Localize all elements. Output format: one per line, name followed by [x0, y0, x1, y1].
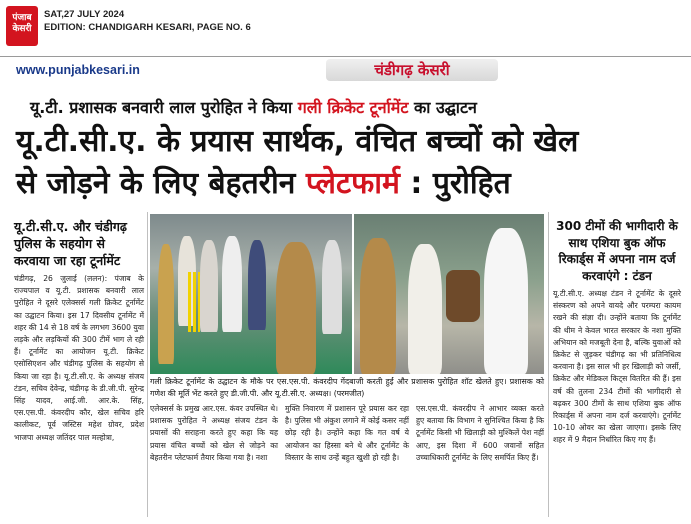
photo-figure: [200, 240, 218, 332]
right-subhead: 300 टीमों की भागीदारी के साथ एशिया बुक ऑफ रिकार्ड्स में अपना नाम दर्ज करवाएंगे : टंडन: [556, 219, 678, 283]
photo-figure: [222, 236, 242, 332]
ganesh-idol-presentation-photo: [354, 214, 544, 374]
left-body-text: चंडीगढ़, 26 जुलाई (ललन): पंजाब के राज्यपाल व यू.टी. प्रशासक बनवारी लाल पुरोहित ने दूसरे एलेक्सर्स गली क्रिकेट टूर्नामेंट का उद्घाटन किया। इस 17 दिवसीय टूर्नामेंट में शहर की 14 से 18 वर्ष के लगभग 3600 युवा लड़के और लड़कियों की 300 टीमें भाग ले रही हैं। टूर्नामेंट का आयोजन यू.टी. क्रिकेट एसोसिएशन और चंडीगढ़ पुलिस के सहयोग से किया जा रहा है। यू.टी.सी.ए. के अध्यक्ष संजय टंडन, सचिव देवेन्द्र, चंडीगढ़ के डी.जी.पी. सुरेन्द्र सिंह यादव, आई.जी. आर.के. सिंह, एस.एस.पी. कंवरदीप कौर, खेल सचिव हरि कालीकट, पूर्व जस्टिस महेश ग्रोवर, प्रदेश भाजपा अध्यक्ष जतिंदर पाल मल्होत्रा,: [14, 274, 144, 442]
ganesh-idol: [446, 270, 480, 322]
headline-line-2-prefix: से जोड़ने के लिए बेहतरीन: [16, 166, 296, 201]
photo-figure: [158, 244, 174, 364]
headline-highlight: प्लेटफार्म: [305, 166, 400, 201]
headline-line-1: यू.टी.सी.ए. के प्रयास सार्थक, वंचित बच्चों को खेल: [16, 124, 579, 159]
photo-figure: [360, 238, 396, 374]
right-body-text: यू.टी.सी.ए. अध्यक्ष टंडन ने टूर्नामेंट के दूसरे संस्करण को अपने वायदे और परम्परा कायम रखने की संज्ञा दी। उन्होंने बताया कि टूर्नामेंट की थीम ने केवल भारत सरकार के नशा मुक्ति अभियान को मजबूती देना है, बल्कि युवाओं को क्रिकेट से जुड़कर चंडीगढ़ का भी प्रतिनिधित्व करवाना है। इस साल भी हर खिलाड़ी को जर्सी, क्रिकेट और मेडिकल किट्स वितरित की हैं। इस वर्ष की तुलना 234 टीमों की भागीदारी से बढ़कर 300 टीमों के साथ एशिया बुक ऑफ रिकार्ड्स में अपना नाम दर्ज करवाएंगे। टूर्नामेंट 10-10 ओवर का खेला जाएगा। इसके लिए शहर में 9 मैदान निर्धारित किए गए हैं।: [553, 289, 681, 445]
logo-text: पंजाब केसरी: [12, 13, 32, 34]
header-divider: [0, 56, 691, 57]
middle-column-1: एलेक्सर्स के प्रमुख आर.एस. कंवर उपस्थित थे। प्रशासक पुरोहित ने अध्यक्ष संजय टंडन के प्रयासों की सराहना करते हुए कहा कि यह प्रयास वंचित बच्चों को खेल से जोड़ने का बेहतरीन प्लेटफार्म तैयार किया गया है। नशा: [150, 404, 278, 462]
headline-line-2: [16, 163, 682, 205]
article-headline: [16, 121, 682, 205]
right-column: [553, 218, 681, 447]
photo-figure: [276, 242, 316, 374]
edition-date: SAT,27 JULY 2024: [44, 9, 125, 20]
kicker-highlight: गली क्रिकेट टूर्नामेंट: [297, 98, 409, 117]
kicker-prefix: यू.टी. प्रशासक बनवारी लाल पुरोहित ने किया: [30, 98, 293, 117]
photo-figure: [322, 240, 342, 334]
kicker-suffix: का उद्घाटन: [413, 98, 477, 117]
photo-caption: गली क्रिकेट टूर्नामेंट के उद्घाटन के मौके पर एस.एस.पी. कंवरदीप गेंदबाजी करती हुईं और प्रशासक पुरोहित शॉट खेलते हुए। प्रशासक को गणेश की मूर्ति भेंट करते हुए डी.जी.पी. और यू.टी.सी.ए. अध्यक्ष। (परमजीत): [150, 377, 544, 398]
headline-line-2-suffix: : पुरोहित: [410, 166, 511, 201]
left-column: [14, 218, 144, 444]
column-divider: [147, 212, 148, 517]
website-link[interactable]: www.punjabkesari.in: [16, 63, 140, 77]
edition-info: [44, 8, 251, 34]
photo-figure: [408, 244, 442, 374]
punjab-kesari-logo: [6, 6, 38, 46]
middle-column-2: मुक्ति निवारण में प्रशासन पूरे प्रयास कर रहा है। पुलिस भी अंकुश लगाने में कोई कसर नहीं छोड़ रही है। उन्होंने कहा कि गत वर्ष ये आयोजन का हिस्सा बने थे और टूर्नामेंट के विस्तार के साथ उन्हें बहुत खुशी हो रही है।: [285, 404, 409, 462]
left-subhead: यू.टी.सी.ए. और चंडीगढ़ पुलिस के सहयोग से करवाया जा रहा टूर्नामेंट: [14, 219, 127, 268]
column-divider: [548, 212, 549, 517]
edition-name: EDITION: CHANDIGARH KESARI, PAGE NO. 6: [44, 22, 251, 33]
article-kicker: [30, 96, 670, 118]
section-masthead: चंडीगढ़ केसरी: [326, 59, 498, 81]
middle-column-3: एस.एस.पी. कंवरदीप ने आभार व्यक्त करते हुए बताया कि विभाग ने सुनिश्चित किया है कि टूर्नामेंट किसी भी खिलाड़ी को मुश्किलें पेश नहीं आए, इस दिशा में 600 जवानों सहित उच्चाधिकारी टूर्नामेंट के लिए समर्पित किए हैं।: [416, 404, 544, 462]
cricket-inauguration-photo: [150, 214, 352, 374]
photo-figure: [484, 228, 528, 374]
cricket-stumps: [188, 272, 200, 332]
photo-figure: [248, 240, 266, 330]
